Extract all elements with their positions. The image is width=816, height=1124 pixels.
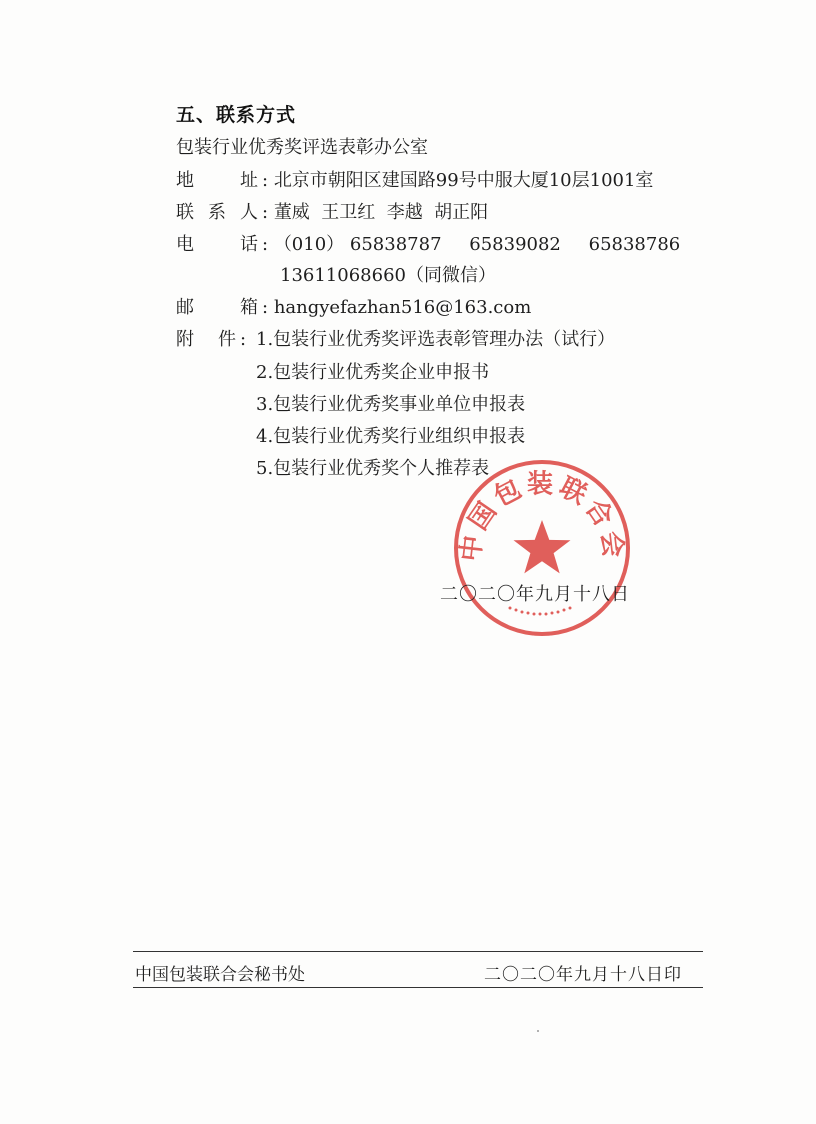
email-label-char-1: 邮 (176, 297, 194, 318)
phone-number-2: 65839082 (469, 234, 561, 255)
email-colon: : (262, 297, 269, 318)
contacts-label (176, 202, 258, 224)
email-value: hangyefazhan516@163.com (273, 297, 532, 318)
contacts-label-char-2: 系 (208, 202, 226, 223)
attachments-label (176, 329, 236, 351)
address-colon: : (262, 170, 269, 191)
section-title: 五、联系方式 (176, 104, 297, 126)
seal-serial-dots (509, 607, 572, 616)
phone-colon: : (262, 234, 269, 255)
contacts-row (176, 202, 488, 224)
phone-mobile: 13611068660（同微信） (280, 265, 496, 286)
attachments-label-char-1: 附 (176, 329, 194, 350)
phone-label-char-2: 话 (240, 234, 258, 255)
attachments-label-char-2: 件 (218, 329, 236, 350)
official-seal (452, 458, 632, 638)
attachment-item-2: 2.包装行业优秀奖企业申报书 (256, 362, 490, 383)
attachment-item-4: 4.包装行业优秀奖行业组织申报表 (256, 426, 526, 447)
attachment-item-1: 1.包装行业优秀奖评选表彰管理办法（试行） (256, 329, 616, 350)
contacts-names: 董威 王卫红 李越 胡正阳 (273, 202, 489, 223)
email-row (176, 297, 531, 319)
contacts-colon: : (262, 202, 269, 223)
attachment-item-5: 5.包装行业优秀奖个人推荐表 (256, 458, 490, 479)
office-name: 包装行业优秀奖评选表彰办公室 (176, 137, 428, 158)
contacts-label-char-1: 联 (176, 202, 194, 223)
attachment-item-3: 3.包装行业优秀奖事业单位申报表 (256, 394, 526, 415)
phone-label (176, 234, 258, 256)
footer-issuer: 中国包装联合会秘书处 (135, 965, 305, 985)
email-label (176, 297, 258, 319)
seal-text: 中国包装联合会 (455, 469, 629, 564)
address-label-char-2: 址 (240, 170, 258, 191)
seal-star-icon (514, 520, 571, 573)
phone-row (176, 234, 702, 256)
address-value: 北京市朝阳区建国路99号中服大厦10层1001室 (273, 170, 654, 191)
phone-number-1: 65838787 (349, 234, 442, 255)
address-label (176, 170, 258, 192)
email-label-char-2: 箱 (240, 297, 258, 318)
footer-top-rule (133, 951, 703, 952)
signature-date: 二〇二〇年九月十八日 (440, 584, 630, 605)
attachments-colon: : (240, 329, 247, 350)
footer-print-date: 二〇二〇年九月十八日印 (484, 965, 682, 985)
address-row (176, 170, 653, 192)
footer-bottom-rule (133, 987, 703, 988)
scan-speck (537, 1030, 539, 1032)
phone-number-3: 65838786 (588, 234, 681, 255)
attachments-label-row (176, 329, 246, 351)
phone-area-code: （010） (273, 234, 345, 255)
contacts-label-char-3: 人 (240, 202, 258, 223)
address-label-char-1: 地 (176, 170, 194, 191)
phone-label-char-1: 电 (176, 234, 194, 255)
